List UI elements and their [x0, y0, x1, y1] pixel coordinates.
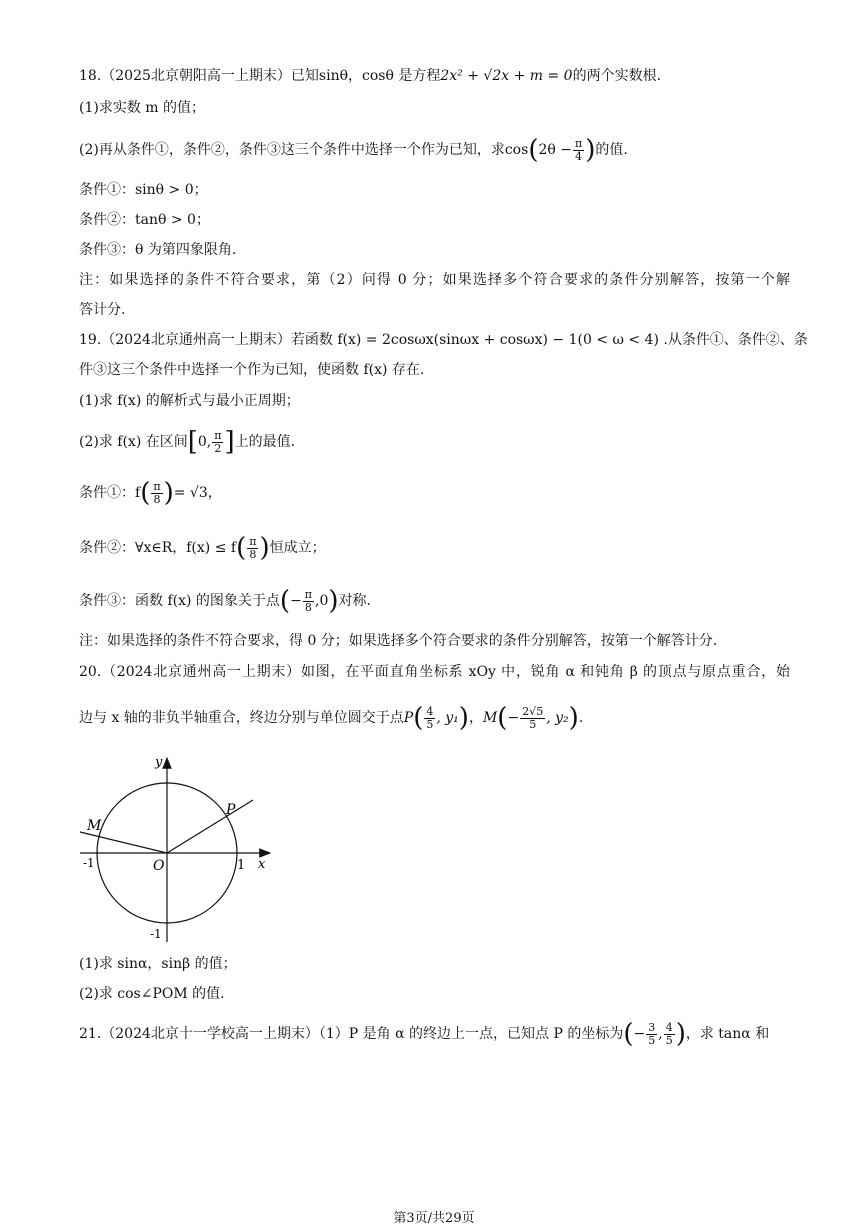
q20-stem-line1: 20.（2024北京通州高一上期末）如图，在平面直角坐标系 xOy 中，锐角 α 和钝角 β 的顶点与原点重合，始: [79, 664, 790, 680]
fraction: [646, 1022, 657, 1047]
q19-cond2-suffix: 恒成立；: [269, 540, 326, 556]
q18-stem-mid: sinθ，cosθ 是方程: [318, 68, 441, 84]
q21-stem: [79, 1021, 790, 1047]
neg-one-y-label: -1: [150, 927, 162, 941]
fraction-denominator: 5: [665, 1033, 673, 1047]
q19-part2-prefix: (2)求 f(x) 在区间: [79, 434, 188, 450]
paren-close: ): [675, 1019, 686, 1049]
q21-stem-suffix: ，求 tanα 和: [685, 1026, 770, 1042]
q21-stem-prefix: 21.（2024北京十一学校高一上期末）（1）P 是角 α 的终边上一点，已知点 P 的坐标为: [79, 1026, 624, 1042]
fraction: [151, 481, 162, 506]
fraction: [212, 430, 223, 455]
q19-cond3: [79, 588, 371, 614]
point-p-label: P: [403, 710, 414, 726]
fraction: [573, 138, 584, 163]
minus-sign: −: [507, 710, 520, 726]
separator: ，: [468, 710, 483, 726]
paren-open: (: [236, 533, 247, 563]
q18-part2: [79, 137, 628, 163]
paren-open: (: [279, 586, 291, 616]
fraction-numerator: π: [575, 136, 583, 150]
one-x-label: 1: [237, 858, 246, 873]
fraction-denominator: 5: [529, 717, 537, 731]
q19-part2: [79, 429, 295, 455]
fraction: [247, 536, 258, 561]
comma: ,: [658, 1026, 663, 1042]
point-m-figure-label: M: [87, 818, 102, 834]
q18-note-line2: 答计分.: [79, 302, 126, 318]
fraction-numerator: 4: [426, 704, 434, 718]
q18-part2-func: cos: [504, 142, 529, 158]
q20-part1: (1)求 sinα，sinβ 的值；: [79, 956, 237, 972]
fraction-denominator: 8: [304, 600, 312, 614]
fraction-numerator: π: [153, 479, 161, 493]
q19-stem-line1: 19.（2024北京通州高一上期末）若函数 f(x) = 2cosωx(sinωx + cosωx) − 1(0 < ω < 4) .从条件①、条件②、条: [79, 332, 808, 348]
fraction-denominator: 8: [249, 547, 257, 561]
point-p-figure-label: P: [226, 802, 236, 818]
fraction-denominator: 8: [153, 492, 161, 506]
q18-note-line1: 注：如果选择的条件不符合要求，第（2）问得 0 分；如果选择多个符合要求的条件分别解答，按第一个解: [79, 272, 790, 288]
q20-part2: (2)求 cos∠POM 的值.: [79, 986, 225, 1002]
q19-interval-left: 0,: [197, 434, 212, 450]
q19-cond1: [79, 480, 222, 506]
q19-cond1-prefix: 条件①：f: [79, 485, 141, 501]
q18-part2-prefix: (2)再从条件①，条件②，条件③这三个条件中选择一个作为已知，求: [79, 142, 505, 158]
fraction-denominator: 5: [426, 717, 434, 731]
paren-open: (: [497, 703, 508, 733]
q19-cond3-after: ,0: [315, 593, 329, 609]
q19-cond1-suffix: = √3，: [173, 485, 222, 501]
page-footer: 第3页/共29页: [393, 1211, 475, 1226]
paren-open: (: [528, 135, 539, 165]
point-p-y: , y₁: [436, 710, 459, 726]
q19-part1: (1)求 f(x) 的解析式与最小正周期；: [79, 393, 300, 409]
q18-equation: 2x² + √2x + m = 0: [440, 68, 573, 84]
point-m-y: , y₂: [546, 710, 569, 726]
q20-stem-line2-suffix: .: [578, 710, 584, 726]
y-axis-label: y: [155, 755, 163, 770]
fraction-denominator: 2: [214, 441, 222, 455]
q18-part1: (1)求实数 m 的值；: [79, 100, 206, 116]
paren-close: ): [458, 703, 469, 733]
q19-cond3-prefix: 条件③：函数 f(x) 的图象关于点: [79, 593, 280, 609]
q18-cond2: 条件②：tanθ > 0；: [79, 212, 210, 228]
fraction: [520, 706, 545, 731]
fraction: [303, 589, 314, 614]
terminal-side-p: [167, 800, 253, 853]
neg-one-x-label: -1: [83, 856, 95, 870]
q18-stem-suffix: 的两个实数根.: [572, 68, 662, 84]
paren-open: (: [413, 703, 424, 733]
bracket-close: ]: [224, 427, 235, 457]
fraction-numerator: 4: [665, 1020, 673, 1034]
fraction-denominator: 4: [575, 149, 583, 163]
paren-close: ): [328, 586, 339, 616]
q19-note: 注：如果选择的条件不符合要求，得 0 分；如果选择多个符合要求的条件分别解答，按第一个解答计分.: [79, 633, 718, 649]
origin-label: O: [153, 858, 165, 874]
fraction-numerator: 2√5: [522, 704, 544, 718]
q19-cond2-prefix: 条件②：∀x∈R，f(x) ≤ f: [79, 540, 237, 556]
q18-stem: [79, 66, 661, 86]
fraction: [664, 1022, 675, 1047]
q19-cond2: [79, 535, 326, 561]
paren-close: ): [568, 703, 579, 733]
fraction-numerator: 3: [648, 1020, 656, 1034]
paren-open: (: [623, 1019, 634, 1049]
paren-close: ): [259, 533, 270, 563]
q18-cond1: 条件①：sinθ > 0；: [79, 182, 208, 198]
fraction-numerator: π: [249, 534, 257, 548]
terminal-side-m: [80, 832, 167, 853]
q20-stem-line2-prefix: 边与 x 轴的非负半轴重合，终边分别与单位圆交于点: [79, 710, 404, 726]
paren-open: (: [140, 478, 151, 508]
bracket-open: [: [187, 427, 198, 457]
q19-stem-line2: 件③这三个条件中选择一个作为已知，使函数 f(x) 存在.: [79, 362, 425, 378]
q18-part2-inner: 2θ −: [538, 142, 572, 158]
q18-stem-prefix: 18.（2025北京朝阳高一上期末）已知: [79, 68, 319, 84]
minus-sign: −: [633, 1026, 646, 1042]
fraction-numerator: π: [304, 587, 313, 601]
q19-cond3-suffix: 对称.: [338, 593, 371, 609]
q19-part2-suffix: 上的最值.: [234, 434, 296, 450]
q18-part2-suffix: 的值.: [595, 142, 628, 158]
minus-sign: −: [290, 593, 302, 609]
unit-circle-figure: [75, 752, 285, 947]
q20-stem-line2: [79, 705, 583, 731]
paren-close: ): [163, 478, 174, 508]
fraction: [424, 706, 435, 731]
fraction-denominator: 5: [648, 1033, 656, 1047]
paren-close: ): [585, 135, 596, 165]
fraction-numerator: π: [214, 428, 222, 442]
point-m-label: M: [482, 710, 498, 726]
x-axis-label: x: [258, 857, 266, 872]
q18-cond3: 条件③：θ 为第四象限角.: [79, 242, 237, 258]
